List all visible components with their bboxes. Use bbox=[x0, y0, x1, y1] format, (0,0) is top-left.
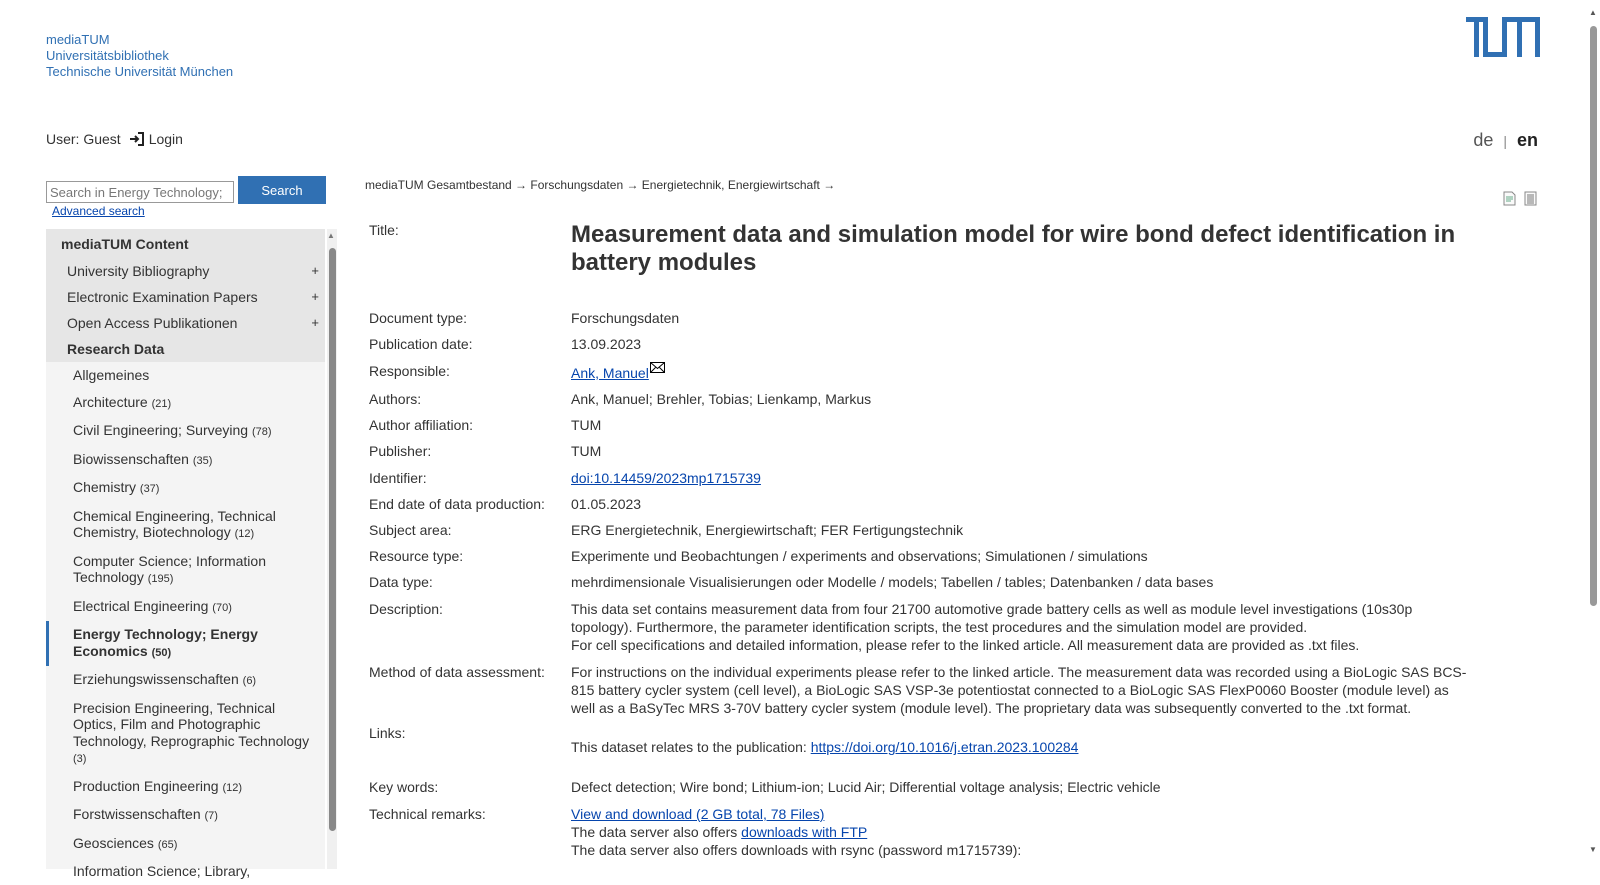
breadcrumb[interactable]: mediaTUM Gesamtbestand → Forschungsdaten → Energietechnik, Energiewirtschaft → bbox=[365, 178, 836, 192]
nav-item[interactable] bbox=[46, 593, 325, 622]
nav-label: Electronic Examination Papers bbox=[67, 289, 258, 305]
field-value: Defect detection; Wire bond; Lithium-ion; Lucid Air; Differential voltage analysis; Electric vehicle bbox=[571, 779, 1161, 795]
ftp-link[interactable]: downloads with FTP bbox=[741, 824, 868, 840]
nav-item-count: (50) bbox=[151, 646, 172, 659]
page-scrollbar[interactable] bbox=[1586, 0, 1600, 861]
field-label: Data type: bbox=[369, 574, 433, 590]
row-affiliation bbox=[369, 416, 1471, 434]
ftp-text: The data server also offers bbox=[571, 824, 738, 840]
nav-item-label: Chemistry bbox=[73, 479, 137, 495]
nav-item-label: Forstwissenschaften bbox=[73, 806, 201, 822]
nav-label: University Bibliography bbox=[67, 263, 210, 279]
field-label: Technical remarks: bbox=[369, 806, 486, 822]
row-keywords bbox=[369, 778, 1471, 796]
expand-icon[interactable]: + bbox=[311, 289, 319, 304]
row-subject-area bbox=[369, 521, 1471, 539]
language-switch bbox=[1473, 130, 1538, 151]
row-links bbox=[369, 724, 1471, 756]
nav-item-count: (195) bbox=[147, 573, 174, 585]
field-value: TUM bbox=[571, 443, 602, 459]
field-value: Forschungsdaten bbox=[571, 310, 680, 326]
field-value: TUM bbox=[571, 417, 602, 433]
print-document-icon[interactable] bbox=[1524, 191, 1537, 206]
row-document-type bbox=[369, 309, 1471, 327]
row-resource-type bbox=[369, 547, 1471, 565]
nav-item-label: Biowissenschaften bbox=[73, 450, 189, 467]
advanced-search-link[interactable]: Advanced search bbox=[52, 204, 145, 218]
nav-item-count: (70) bbox=[212, 601, 232, 614]
field-label: Publisher: bbox=[369, 443, 432, 459]
nav-item[interactable] bbox=[46, 389, 325, 418]
field-value: For instructions on the individual experiments please refer to the linked article. The measurement data was recorded using a BioLogic SAS BCS-815 battery cycler system (cell level), a BioLogic SAS VSP-3e potentiostat connected to a BioLogic SAS FlexP0060 Booster (module level) as well as a BaSyTec MRS 3-70V battery cycler system (module level). The proprietary data was subsequently converted to the .txt format. bbox=[571, 664, 1467, 716]
nav-university-bibliography[interactable] bbox=[46, 258, 325, 284]
field-value bbox=[571, 469, 1471, 487]
user-status: User: Guest bbox=[46, 131, 121, 147]
nav-item[interactable] bbox=[46, 666, 325, 695]
nav-item-count: (65) bbox=[157, 838, 178, 851]
field-value: ERG Energietechnik, Energiewirtschaft; FER Fertigungstechnik bbox=[571, 522, 964, 538]
expand-icon[interactable]: + bbox=[311, 315, 319, 330]
field-label: End date of data production: bbox=[369, 496, 545, 512]
rsync-text: The data server also offers downloads with rsync (password m1715739): bbox=[571, 842, 1022, 858]
row-publisher bbox=[369, 442, 1471, 460]
nav-item[interactable] bbox=[46, 548, 325, 593]
nav-item[interactable] bbox=[46, 830, 325, 859]
field-value: Ank, Manuel; Brehler, Tobias; Lienkamp, Markus bbox=[571, 391, 872, 407]
row-authors bbox=[369, 390, 1471, 408]
nav-item-count: (35) bbox=[192, 454, 213, 467]
nav-item-count: (7) bbox=[204, 810, 218, 822]
row-responsible bbox=[369, 362, 1471, 380]
nav-item-label: Civil Engineering; Surveying bbox=[73, 422, 249, 438]
nav-item-current[interactable] bbox=[46, 621, 325, 666]
field-label: Links: bbox=[369, 725, 406, 741]
field-label: Publication date: bbox=[369, 336, 473, 352]
record-title: Measurement data and simulation model for wire bond defect identification in battery modules bbox=[571, 221, 1456, 276]
field-label: Document type: bbox=[369, 310, 468, 326]
org-line-3: Technische Universität München bbox=[46, 64, 234, 79]
export-icons bbox=[1503, 191, 1537, 206]
row-identifier bbox=[369, 469, 1471, 487]
nav-item-label: Erziehungswissenschaften bbox=[73, 671, 239, 687]
scroll-up-icon[interactable]: ▲ bbox=[1589, 8, 1597, 17]
publication-link[interactable]: https://doi.org/10.1016/j.etran.2023.100284 bbox=[810, 739, 1079, 755]
field-value: 01.05.2023 bbox=[571, 496, 642, 512]
nav-scroll-up-icon[interactable]: ▲ bbox=[327, 231, 335, 240]
field-label: Title: bbox=[369, 222, 399, 238]
nav-item-label: Allgemeines bbox=[73, 367, 150, 383]
export-document-icon[interactable] bbox=[1503, 191, 1516, 206]
field-label: Key words: bbox=[369, 779, 439, 795]
responsible-link[interactable]: Ank, Manuel bbox=[571, 365, 649, 381]
login-link[interactable] bbox=[129, 131, 183, 147]
nav-root[interactable]: mediaTUM Content bbox=[46, 229, 325, 258]
lang-de-link[interactable]: de bbox=[1473, 130, 1494, 150]
row-method bbox=[369, 663, 1471, 717]
download-link[interactable]: View and download (2 GB total, 78 Files) bbox=[571, 806, 825, 822]
nav-item[interactable] bbox=[46, 362, 325, 389]
mail-icon[interactable] bbox=[650, 362, 665, 373]
row-data-type bbox=[369, 573, 1471, 591]
collection-nav bbox=[46, 229, 325, 879]
nav-item-count: (3) bbox=[73, 753, 87, 765]
nav-item[interactable] bbox=[46, 801, 325, 830]
row-publication-date bbox=[369, 335, 1471, 353]
doi-link[interactable]: doi:10.14459/2023mp1715739 bbox=[571, 470, 761, 486]
nav-item[interactable] bbox=[46, 417, 325, 446]
row-title bbox=[369, 221, 1471, 277]
nav-item[interactable] bbox=[46, 503, 325, 548]
nav-item-count: (37) bbox=[139, 483, 160, 495]
field-value bbox=[571, 600, 1471, 654]
search-button[interactable]: Search bbox=[238, 176, 326, 204]
tum-logo-icon[interactable] bbox=[1466, 17, 1540, 57]
field-label: Responsible: bbox=[369, 363, 450, 379]
field-label: Subject area: bbox=[369, 522, 452, 538]
nav-item-label: Energy Technology; Energy Economics bbox=[73, 626, 258, 659]
nav-item-label: Precision Engineering, Technical Optics, Film and Photographic Technology, Reprographic Technology bbox=[73, 699, 310, 749]
user-bar bbox=[46, 131, 183, 147]
lang-separator: | bbox=[1503, 133, 1507, 149]
nav-item-label: Geosciences bbox=[73, 834, 154, 851]
field-label: Method of data assessment: bbox=[369, 664, 545, 680]
field-value bbox=[571, 362, 1471, 380]
nav-item-label: Chemical Engineering, Technical Chemistry, Biotechnology bbox=[73, 507, 276, 540]
field-value bbox=[571, 805, 1471, 859]
nav-item-count: (12) bbox=[222, 781, 242, 794]
links-text: This dataset relates to the publication: bbox=[571, 739, 807, 755]
login-label: Login bbox=[148, 131, 183, 147]
nav-item-label: Architecture bbox=[73, 393, 148, 410]
nav-research-data[interactable]: Research Data bbox=[46, 336, 325, 362]
page-scroll-thumb[interactable] bbox=[1590, 26, 1597, 606]
nav-open-access[interactable] bbox=[46, 310, 325, 336]
field-value bbox=[571, 724, 1471, 756]
nav-item[interactable] bbox=[46, 773, 325, 802]
nav-item-label: Computer Science; Information Technology bbox=[73, 552, 266, 585]
library-name bbox=[46, 32, 233, 80]
field-value: mehrdimensionale Visualisierungen oder Modelle / models; Tabellen / tables; Datenbanken / data bases bbox=[571, 574, 1214, 590]
search-input[interactable] bbox=[46, 181, 234, 203]
row-description bbox=[369, 600, 1471, 654]
field-label: Identifier: bbox=[369, 470, 427, 486]
field-label: Author affiliation: bbox=[369, 417, 474, 433]
nav-item[interactable] bbox=[46, 858, 325, 885]
nav-item-label: Information Science; Library, bbox=[73, 863, 251, 879]
login-icon bbox=[129, 131, 145, 147]
field-label: Authors: bbox=[369, 391, 422, 407]
nav-item-count: (6) bbox=[242, 675, 257, 687]
field-label: Description: bbox=[369, 601, 443, 617]
nav-item-count: (12) bbox=[234, 528, 255, 540]
nav-label: Open Access Publikationen bbox=[67, 315, 238, 331]
nav-item-label: Production Engineering bbox=[73, 777, 219, 794]
nav-item[interactable] bbox=[46, 446, 325, 475]
field-label: Resource type: bbox=[369, 548, 464, 564]
nav-item[interactable] bbox=[46, 474, 325, 503]
row-technical-remarks bbox=[369, 805, 1471, 859]
field-value: 13.09.2023 bbox=[571, 336, 642, 352]
nav-scroll-thumb[interactable] bbox=[329, 248, 336, 831]
description-paragraph: For cell specifications and detailed information, please refer to the linked article. All measurement data are provided as .txt files. bbox=[571, 637, 1360, 653]
org-line-1: mediaTUM bbox=[46, 32, 110, 47]
nav-item-label: Electrical Engineering bbox=[73, 597, 209, 614]
expand-icon[interactable]: + bbox=[311, 263, 319, 278]
nav-item[interactable] bbox=[46, 695, 325, 773]
row-end-date bbox=[369, 495, 1471, 513]
org-line-2: Universitätsbibliothek bbox=[46, 48, 169, 63]
nav-item-count: (78) bbox=[251, 426, 272, 438]
lang-en-link[interactable]: en bbox=[1516, 130, 1538, 150]
nav-electronic-examination-papers[interactable] bbox=[46, 284, 325, 310]
scroll-down-icon[interactable]: ▼ bbox=[1589, 845, 1597, 854]
nav-item-count: (21) bbox=[151, 397, 172, 410]
description-paragraph: This data set contains measurement data from four 21700 automotive grade battery cells as well as module level investigations (10s30p topology). Furthermore, the parameter identification scripts, the test procedures and the simulation model are provided. bbox=[571, 601, 1413, 635]
field-value: Experimente und Beobachtungen / experiments and observations; Simulationen / simulations bbox=[571, 548, 1148, 564]
